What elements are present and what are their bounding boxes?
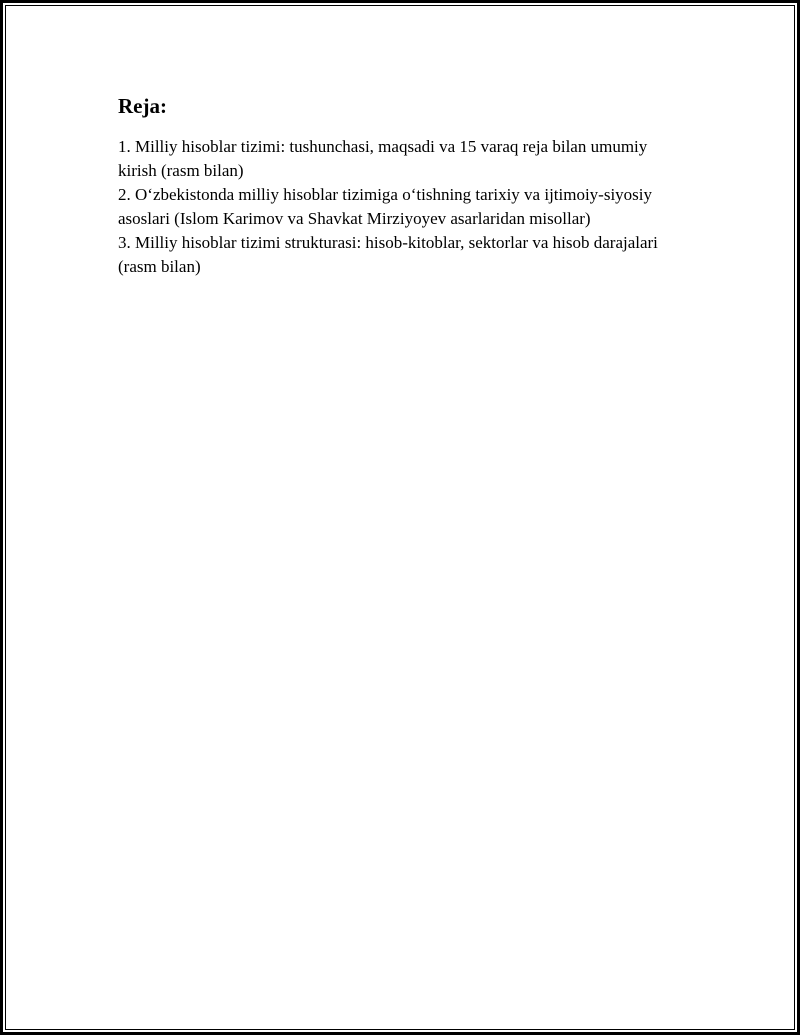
page-content (118, 92, 658, 279)
plan-item-2: 2. O‘zbekistonda milliy hisoblar tizimiga o‘tishning tarixiy va ijtimoiy-siyosiy asoslari (Islom Karimov va Shavkat Mirziyoyev asarlaridan misollar) (118, 185, 653, 228)
plan-heading: Reja: (118, 94, 167, 118)
plan-list (118, 135, 658, 279)
plan-item-3: 3. Milliy hisoblar tizimi strukturasi: hisob-kitoblar, sektorlar va hisob darajalari (rasm bilan) (118, 233, 658, 276)
plan-item-1: 1. Milliy hisoblar tizimi: tushunchasi, maqsadi va 15 varaq reja bilan umumiy kirish (rasm bilan) (118, 137, 648, 180)
